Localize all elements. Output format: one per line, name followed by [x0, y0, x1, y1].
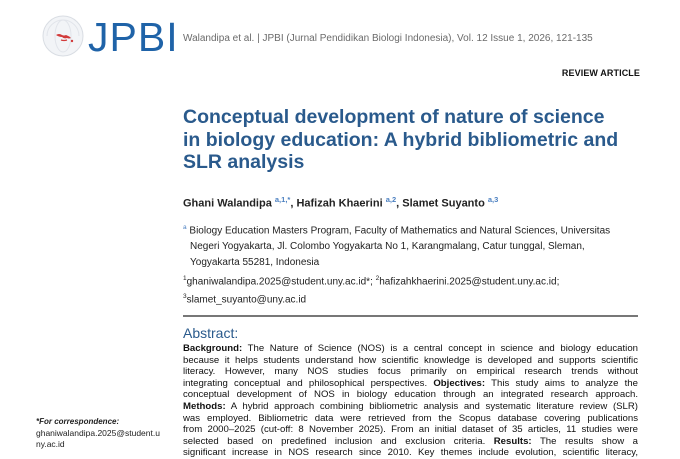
author-name: Ghani Walandipa	[183, 197, 272, 210]
author-email-link[interactable]: ghaniwalandipa.2025@student.uny.ac.id	[186, 276, 367, 288]
journal-logo-globe-icon	[41, 14, 85, 58]
correspondence-label: *For correspondence:	[36, 417, 120, 426]
author-emails: $^1$ghaniwalandipa.2025@student.uny.ac.id*; $^2$hafizahkhaerini.2025@student.uny.ac.id; $^3$slamet_suyanto@uny.ac.id	[183, 275, 560, 306]
author-email-link[interactable]: slamet_suyanto@uny.ac.id	[186, 294, 307, 306]
affiliation	[183, 220, 653, 271]
correspondence-email-link[interactable]: ghaniwalandipa.2025@student.uny.ac.id	[36, 428, 160, 449]
author-affiliation-marker: a,3	[487, 195, 499, 204]
author-list: Ghani Walandipa $^{a,1,*}$, Hafizah Khaerini $^{a,2}$, Slamet Suyanto $^{a,3}$	[183, 195, 499, 210]
journal-logo-text: JPBI	[88, 14, 179, 60]
affiliation-line: Negeri Yogyakarta, Jl. Colombo Yogyakarta No 1, Karangmalang, Catur tunggal, Sleman,	[190, 241, 585, 253]
affiliation-marker: a	[183, 224, 187, 231]
author-affiliation-marker: a,1,*	[274, 195, 291, 204]
paper-title: Conceptual development of nature of science in biology education: A hybrid bibliometric and SLR analysis	[183, 106, 619, 173]
author-email-link[interactable]: hafizahkhaerini.2025@student.uny.ac.id	[379, 276, 557, 288]
header-citation: Walandipa et al. | JPBI (Jurnal Pendidikan Biologi Indonesia), Vol. 12 Issue 1, 2026, 121-135	[183, 33, 593, 44]
author-name: Hafizah Khaerini	[296, 197, 383, 210]
abstract-divider	[183, 315, 638, 317]
article-type-label: REVIEW ARTICLE	[561, 68, 640, 78]
affiliation-line: $^a$ Biology Education Masters Program, Faculty of Mathematics and Natural Sciences, Universitas	[183, 224, 611, 237]
affiliation-line: Yogyakarta 55281, Indonesia	[190, 257, 320, 269]
author-name: Slamet Suyanto	[402, 197, 485, 210]
abstract-heading: Abstract:	[183, 325, 239, 341]
author-affiliation-marker: a,2	[385, 195, 397, 204]
abstract-body: Background: The Nature of Science (NOS) is a central concept in science and biology education because it helps students understand how scientific knowledge is developed and supports scientific literacy. However, many NOS studies focus primarily on empirical research trends without integrating conceptual and philosophical perspectives. Objectives: This study aims to analyze the conceptual development of NOS in biology education through an integrated research approach. Methods: A hybrid approach combining bibliometric analysis and systematic literature review (SLR) was employed. Bibliometric data were retrieved from the Scopus database covering publications from 2000–2025 (cut-off: 8 November 2025). From an initial dataset of 35 articles, 11 studies were selected based on predefined inclusion and exclusion criteria. Results: The results show a significant increase in NOS research since 2010. Key themes include evolution, scientific literacy,	[183, 343, 638, 459]
